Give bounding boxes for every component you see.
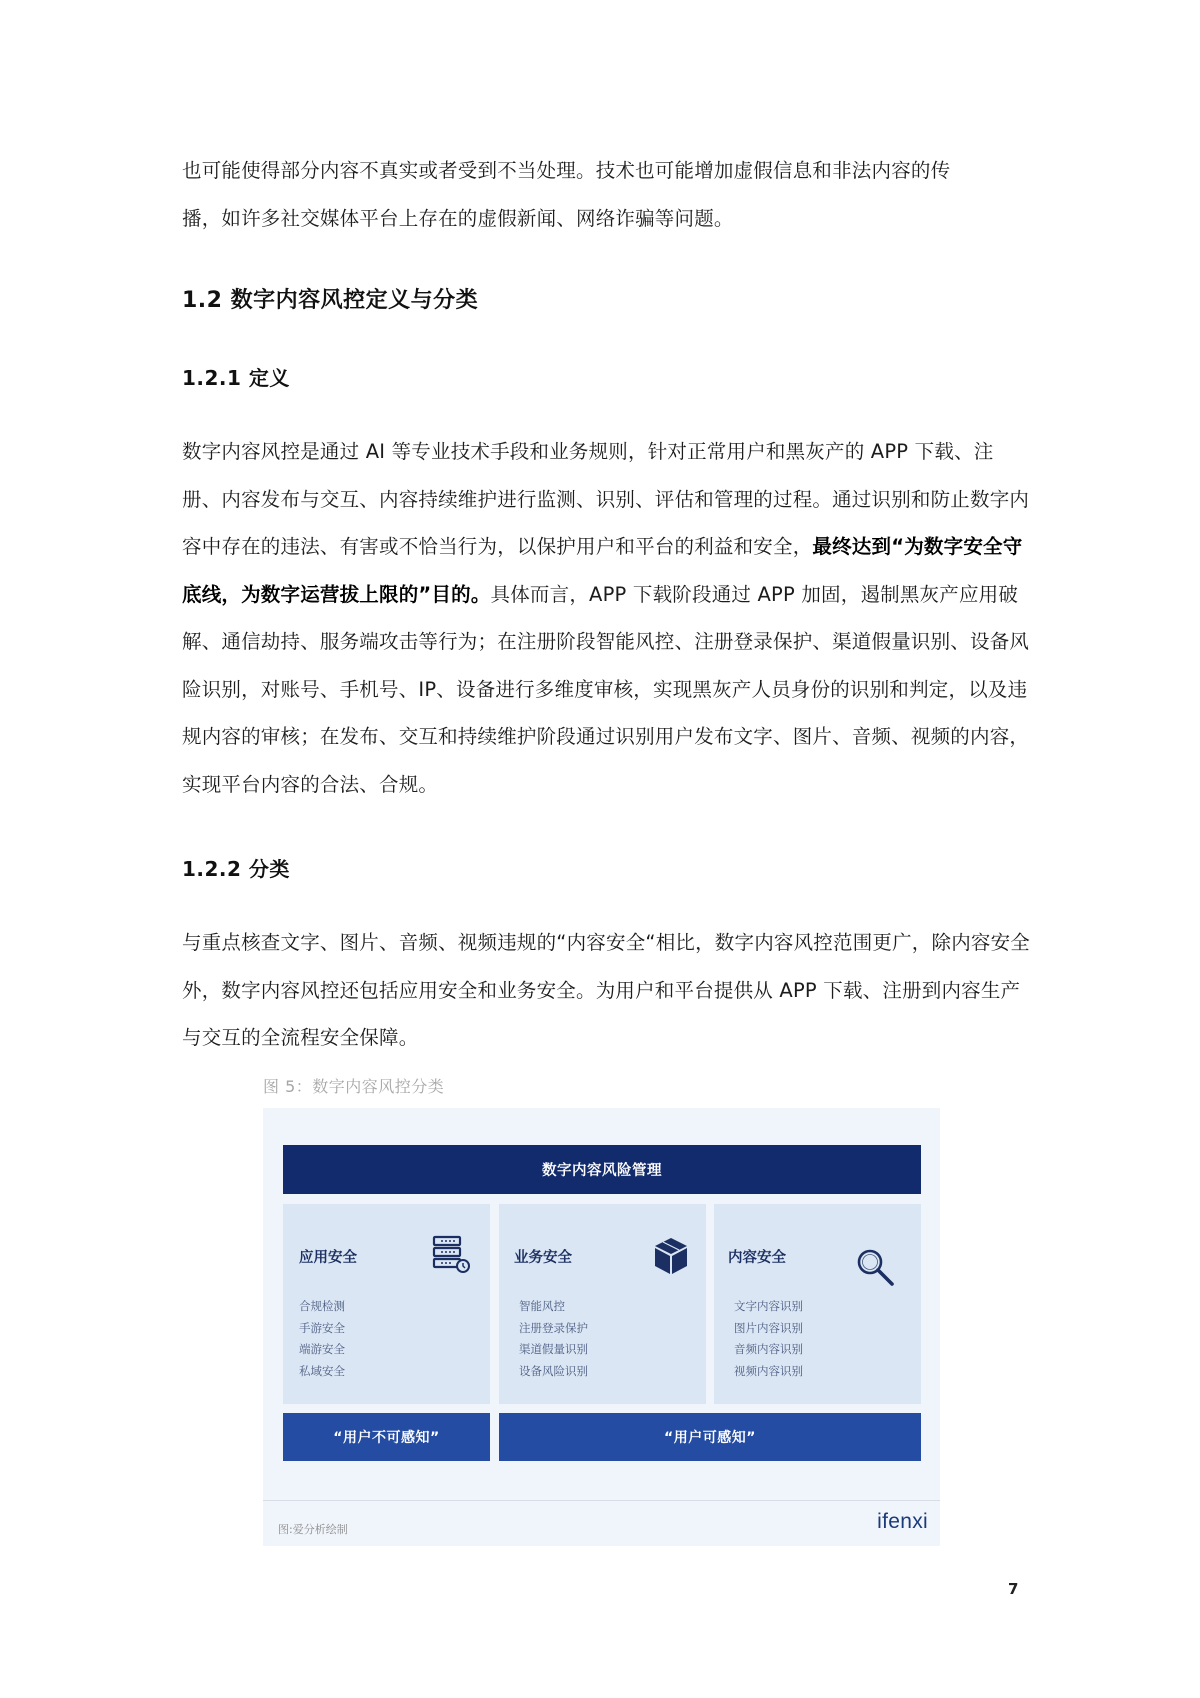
definition-text-start: 数字内容风控是通过 AI 等专业技术手段和业务规则，针对正常用户和黑灰产的 APP 下载、注册、内容发布与交互、内容持续维护进行监测、识别、评估和管理的过程。通过识别和防止数字内容中存在的违法、有害或不恰当行为，以保护用户和平台的利益和安全， — [182, 440, 1030, 558]
figure-divider — [263, 1500, 940, 1501]
page-number: 7 — [1008, 1580, 1019, 1598]
card-item-list — [299, 1296, 345, 1382]
ifenxi-logo: ifenxi — [877, 1510, 928, 1533]
cube-box-icon — [649, 1234, 693, 1278]
classification-heading: 1.2.2 分类 — [182, 857, 290, 881]
card-item: 文字内容识别 — [734, 1299, 803, 1313]
intro-line-1: 也可能使得部分内容不真实或者受到不当处理。技术也可能增加虚假信息和非法内容的传 — [182, 159, 951, 182]
intro-line-2: 播，如许多社交媒体平台上存在的虚假新闻、网络诈骗等问题。 — [182, 206, 734, 230]
card-title: 应用安全 — [299, 1250, 357, 1266]
card-item: 设备风险识别 — [519, 1363, 588, 1378]
figure-caption: 图 5：数字内容风控分类 — [263, 1077, 445, 1096]
definition-text-end: 具体而言，APP 下载阶段通过 APP 加固，遏制黑灰产应用破解、通信劫持、服务端攻击等行为；在注册阶段智能风控、注册登录保护、渠道假量识别、设备风险识别，对账号、手机号、IP、设备进行多维度审核，实现黑灰产人员身份的识别和判定，以及违规内容的审核；在发布、交互和持续维护阶段通过识别用户发布文字、图片、音频、视频的内容，实现平台内容的合法、合规。 — [182, 582, 1030, 796]
definition-paragraph — [182, 428, 1032, 808]
definition-heading: 1.2.1 定义 — [182, 366, 290, 390]
card-item-list — [734, 1296, 803, 1382]
card-item: 注册登录保护 — [519, 1320, 588, 1335]
card-item: 视频内容识别 — [734, 1363, 803, 1378]
user-imperceptible-bar: “用户不可感知” — [283, 1413, 490, 1461]
intro-paragraph — [182, 147, 1032, 242]
card-title: 内容安全 — [728, 1250, 786, 1266]
card-item-list — [519, 1296, 588, 1382]
card-title: 业务安全 — [514, 1250, 572, 1266]
definition-bold-goal: 最终达到“为数字安全守底线，为数字运营拔上限的”目的。 — [182, 535, 1023, 606]
card-item: 渠道假量识别 — [519, 1342, 588, 1356]
magnifier-icon — [854, 1246, 898, 1290]
risk-classification-figure — [263, 1108, 940, 1546]
figure-title-bar: 数字内容风险管理 — [283, 1145, 921, 1194]
card-app-security — [283, 1204, 490, 1404]
card-business-security — [499, 1204, 706, 1404]
card-item: 图片内容识别 — [734, 1320, 803, 1335]
card-item: 智能风控 — [519, 1299, 565, 1313]
section-heading: 1.2 数字内容风控定义与分类 — [182, 288, 479, 313]
classification-paragraph: 与重点核查文字、图片、音频、视频违规的“内容安全“相比，数字内容风控范围更广，除内容安全外，数字内容风控还包括应用安全和业务安全。为用户和平台提供从 APP 下载、注册到内容生产与交互的全流程安全保障。 — [182, 931, 1031, 1049]
card-item: 私域安全 — [299, 1363, 345, 1378]
card-item: 手游安全 — [299, 1320, 345, 1335]
server-clock-icon — [431, 1234, 475, 1278]
figure-source: 图:爱分析绘制 — [278, 1523, 348, 1536]
card-item: 合规检测 — [299, 1299, 345, 1313]
card-item: 音频内容识别 — [734, 1342, 803, 1356]
card-item: 端游安全 — [299, 1342, 345, 1356]
card-content-security — [714, 1204, 921, 1404]
user-perceptible-bar: “用户可感知” — [499, 1413, 921, 1461]
